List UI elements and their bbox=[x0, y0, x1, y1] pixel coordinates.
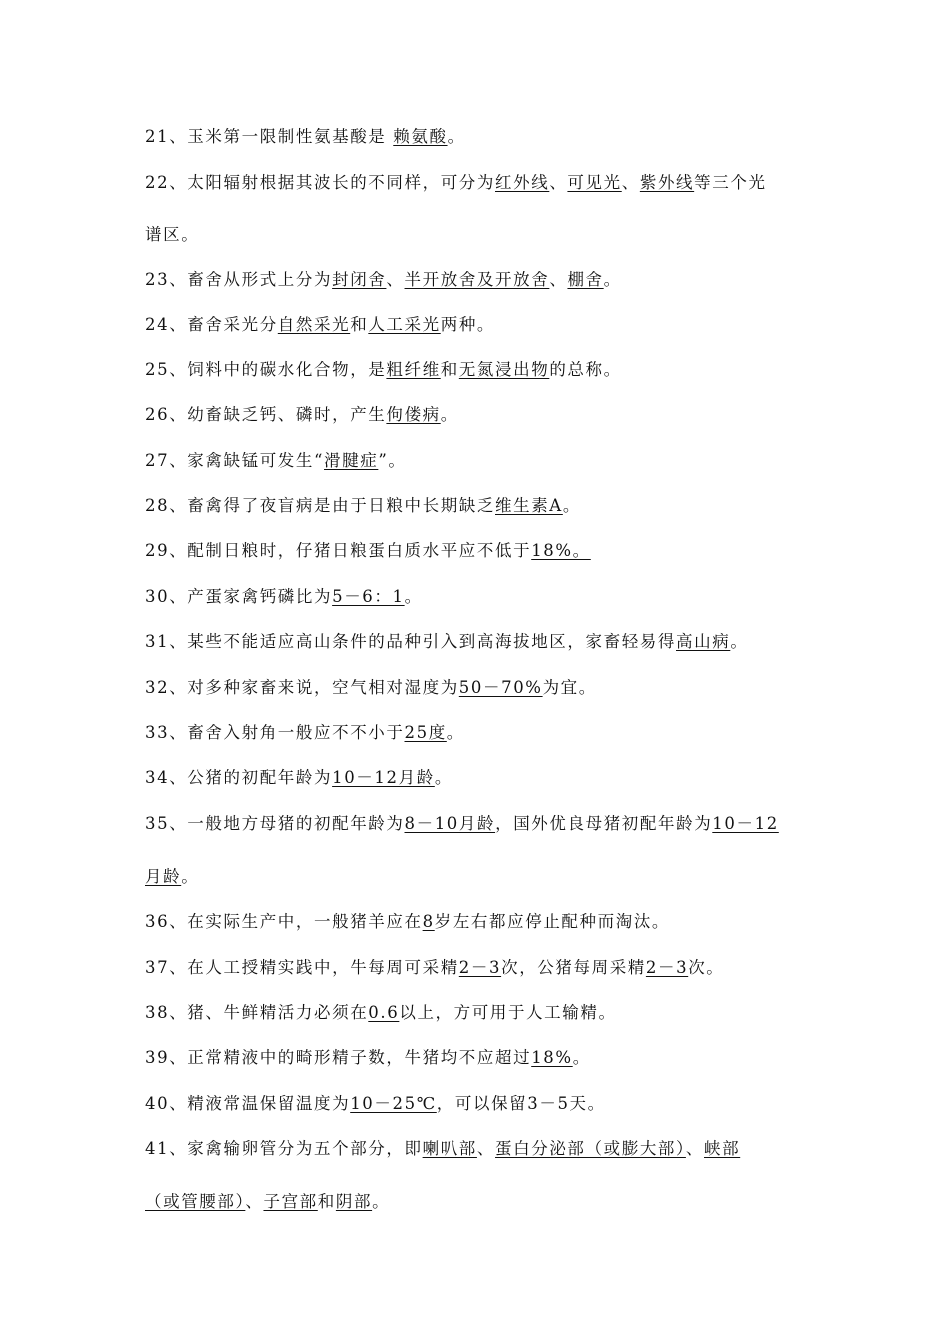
text-segment: 和 bbox=[440, 360, 459, 379]
text-line bbox=[145, 269, 813, 291]
text-segment: 27、家禽缺锰可发生“ bbox=[145, 451, 325, 470]
answer-blank: 红外线 bbox=[495, 173, 550, 192]
answer-blank: 2－3 bbox=[645, 958, 689, 977]
text-segment: 26、幼畜缺乏钙、磷时，产生 bbox=[145, 405, 387, 424]
answer-blank: 18% bbox=[531, 1048, 573, 1067]
answer-blank: 无氮浸出物 bbox=[458, 360, 550, 379]
text-segment: ，可以保留3－5天。 bbox=[436, 1094, 606, 1113]
text-segment: 23、畜舍从形式上分为 bbox=[145, 270, 333, 289]
text-segment: 。 bbox=[181, 867, 200, 886]
answer-blank: 人工采光 bbox=[368, 315, 441, 334]
text-line bbox=[145, 172, 813, 194]
text-segment: 。 bbox=[603, 270, 622, 289]
text-line bbox=[145, 540, 813, 562]
answer-blank: 10－25℃ bbox=[350, 1094, 437, 1113]
text-line bbox=[145, 957, 813, 979]
answer-blank: 佝偻病 bbox=[386, 405, 441, 424]
text-line bbox=[145, 911, 813, 933]
answer-blank: 阴部 bbox=[335, 1192, 373, 1211]
text-line bbox=[145, 224, 813, 246]
text-segment: 36、在实际生产中，一般猪羊应在 bbox=[145, 912, 423, 931]
text-segment: 22、太阳辐射根据其波长的不同样，可分为 bbox=[145, 173, 495, 192]
answer-blank: 10－12 bbox=[712, 814, 779, 833]
text-segment: 、 bbox=[386, 270, 405, 289]
text-segment: 谱区。 bbox=[145, 225, 200, 244]
text-line bbox=[145, 1047, 813, 1069]
text-line bbox=[145, 359, 813, 381]
text-segment: 、 bbox=[621, 173, 640, 192]
text-line bbox=[145, 450, 813, 472]
text-segment: 32、对多种家畜来说，空气相对湿度为 bbox=[145, 678, 459, 697]
answer-blank: 18%。 bbox=[531, 541, 591, 560]
text-segment: 次，公猪每周采精 bbox=[501, 958, 646, 977]
text-segment: 40、精液常温保留温度为 bbox=[145, 1094, 351, 1113]
text-segment: 24、畜舍采光分 bbox=[145, 315, 278, 334]
text-segment: 、 bbox=[549, 173, 568, 192]
text-segment: 的总称。 bbox=[549, 360, 622, 379]
answer-blank: 50－70% bbox=[458, 678, 543, 697]
text-line bbox=[145, 866, 813, 888]
answer-blank: 子宫部 bbox=[263, 1192, 318, 1211]
text-segment: 、 bbox=[476, 1139, 496, 1158]
text-line bbox=[145, 314, 813, 336]
text-segment: 。 bbox=[434, 768, 453, 787]
text-segment: 30、产蛋家禽钙磷比为 bbox=[145, 587, 333, 606]
text-line bbox=[145, 767, 813, 789]
text-segment: 33、畜舍入射角一般应不不小于 bbox=[145, 723, 405, 742]
answer-blank: 10－12月龄 bbox=[332, 768, 435, 787]
answer-blank: 峡部 bbox=[704, 1139, 741, 1158]
answer-blank: 8－10月龄 bbox=[404, 814, 496, 833]
answer-blank: 25度 bbox=[404, 723, 447, 742]
answer-blank: 赖氨酸 bbox=[393, 127, 448, 146]
text-segment: 21、玉米第一限制性氨基酸是 bbox=[145, 127, 394, 146]
text-line bbox=[145, 404, 813, 426]
text-line bbox=[145, 1093, 813, 1115]
text-segment: 37、在人工授精实践中，牛每周可采精 bbox=[145, 958, 459, 977]
answer-blank: 2－3 bbox=[458, 958, 502, 977]
text-line bbox=[145, 126, 813, 148]
text-segment: 41、家禽输卵管分为五个部分，即 bbox=[145, 1139, 423, 1158]
answer-blank: 可见光 bbox=[567, 173, 622, 192]
answer-blank: 粗纤维 bbox=[386, 360, 441, 379]
text-line bbox=[145, 1138, 813, 1160]
text-segment: 。 bbox=[404, 587, 423, 606]
text-segment: 。 bbox=[572, 1048, 591, 1067]
answer-blank: 滑腱症 bbox=[324, 451, 379, 470]
text-line bbox=[145, 1002, 813, 1024]
text-segment: 以上，方可用于人工输精。 bbox=[399, 1003, 617, 1022]
answer-blank: 棚舍 bbox=[567, 270, 604, 289]
text-segment: 等三个光 bbox=[694, 173, 767, 192]
text-segment: 两种。 bbox=[440, 315, 496, 334]
text-segment: 。 bbox=[730, 632, 749, 651]
text-line bbox=[145, 722, 813, 744]
text-line bbox=[145, 1191, 813, 1213]
text-segment: 34、公猪的初配年龄为 bbox=[145, 768, 333, 787]
text-segment: 、 bbox=[685, 1139, 704, 1158]
text-line bbox=[145, 631, 813, 653]
text-segment: 25、饲料中的碳水化合物，是 bbox=[145, 360, 387, 379]
text-line bbox=[145, 677, 813, 699]
text-segment: 、 bbox=[549, 270, 568, 289]
text-segment: ”。 bbox=[378, 451, 407, 470]
answer-blank: 维生素A bbox=[495, 496, 563, 515]
text-segment: 38、猪、牛鲜精活力必须在 bbox=[145, 1003, 369, 1022]
text-segment: 31、某些不能适应高山条件的品种引入到高海拔地区，家畜轻易得 bbox=[145, 632, 676, 651]
answer-blank: 半开放舍及开放舍 bbox=[404, 270, 550, 289]
text-segment: 和 bbox=[350, 315, 369, 334]
text-segment: 。 bbox=[562, 496, 581, 515]
answer-blank: 自然采光 bbox=[277, 315, 351, 334]
text-segment: 。 bbox=[447, 127, 466, 146]
text-segment: 。 bbox=[372, 1192, 391, 1211]
answer-blank: 月龄 bbox=[145, 867, 182, 886]
text-segment: 和 bbox=[317, 1192, 336, 1211]
text-segment: 、 bbox=[245, 1192, 264, 1211]
text-segment: 35、一般地方母猪的初配年龄为 bbox=[145, 814, 405, 833]
answer-blank: 喇叭部 bbox=[422, 1139, 477, 1158]
answer-blank: 紫外线 bbox=[639, 173, 695, 192]
answer-blank: 封闭舍 bbox=[332, 270, 387, 289]
answer-blank: 0.6 bbox=[368, 1003, 400, 1022]
text-segment: 29、配制日粮时，仔猪日粮蛋白质水平应不低于 bbox=[145, 541, 532, 560]
text-segment: 为宜。 bbox=[542, 678, 597, 697]
text-line bbox=[145, 586, 813, 608]
text-segment: 。 bbox=[440, 405, 459, 424]
text-line bbox=[145, 495, 813, 517]
text-line bbox=[145, 813, 813, 835]
text-segment: 。 bbox=[446, 723, 465, 742]
answer-blank: 蛋白分泌部（或膨大部） bbox=[495, 1139, 686, 1158]
text-segment: 岁左右都应停止配种而淘汰。 bbox=[434, 912, 671, 931]
answer-blank: 5－6：1 bbox=[332, 587, 405, 606]
text-segment: 28、畜禽得了夜盲病是由于日粮中长期缺乏 bbox=[145, 496, 495, 515]
text-segment: 39、正常精液中的畸形精子数，牛猪均不应超过 bbox=[145, 1048, 532, 1067]
answer-blank: 8 bbox=[422, 912, 435, 931]
answer-blank: （或管腰部） bbox=[145, 1192, 246, 1211]
answer-blank: 高山病 bbox=[676, 632, 731, 651]
text-segment: ，国外优良母猪初配年龄为 bbox=[495, 814, 713, 833]
text-segment: 次。 bbox=[688, 958, 725, 977]
